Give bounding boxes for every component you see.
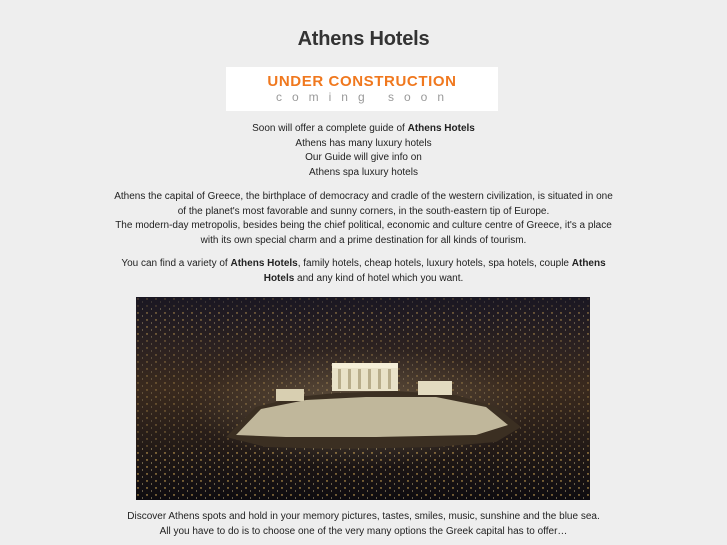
outro-text: [0, 510, 727, 539]
acropolis-night-image: [136, 297, 590, 500]
banner-subtitle: coming soon: [275, 90, 455, 104]
intro-line-4: Athens spa luxury hotels: [309, 166, 418, 178]
variety-text-3: and any kind of hotel which you want.: [294, 272, 464, 284]
banner-title: UNDER CONSTRUCTION: [267, 73, 457, 90]
outro-line-1: Discover Athens spots and hold in your memory pictures, tastes, smiles, music, sunshine and the blue sea.: [127, 511, 600, 522]
variety-bold-1: Athens Hotels: [230, 258, 298, 269]
outro-line-2: All you have to do is to choose one of the very many options the Greek capital has to offer…: [159, 525, 568, 537]
intro-line-1-text: Soon will offer a complete guide of: [252, 123, 408, 134]
under-construction-banner: [226, 67, 498, 111]
intro-line-2: Athens has many luxury hotels: [295, 137, 432, 149]
intro-text: [0, 122, 727, 180]
intro-line-1-bold: Athens Hotels: [407, 123, 475, 134]
page-title: Athens Hotels: [297, 28, 430, 50]
about-athens-text: [110, 190, 617, 248]
about-paragraph-1: Athens the capital of Greece, the birthplace of democracy and cradle of the western civilization, is situated in one of the planet's most favorable and sunny corners, in the south-eastern tip of Europe.: [114, 191, 613, 217]
variety-bold-2: Athens Hotels: [263, 258, 606, 284]
variety-text-2: , family hotels, cheap hotels, luxury hotels, spa hotels, couple: [297, 258, 572, 269]
hotel-variety-text: [110, 257, 617, 286]
about-paragraph-2: The modern-day metropolis, besides being the chief political, economic and culture centre of Greece, it's a place with its own special charm and a prime destination for all kinds of tourism.: [115, 220, 612, 246]
variety-text-1: You can find a variety of: [121, 258, 231, 269]
acropolis-night-photo: [136, 297, 590, 500]
intro-line-3: Our Guide will give info on: [305, 152, 422, 163]
intro-line-1: [0, 122, 727, 137]
